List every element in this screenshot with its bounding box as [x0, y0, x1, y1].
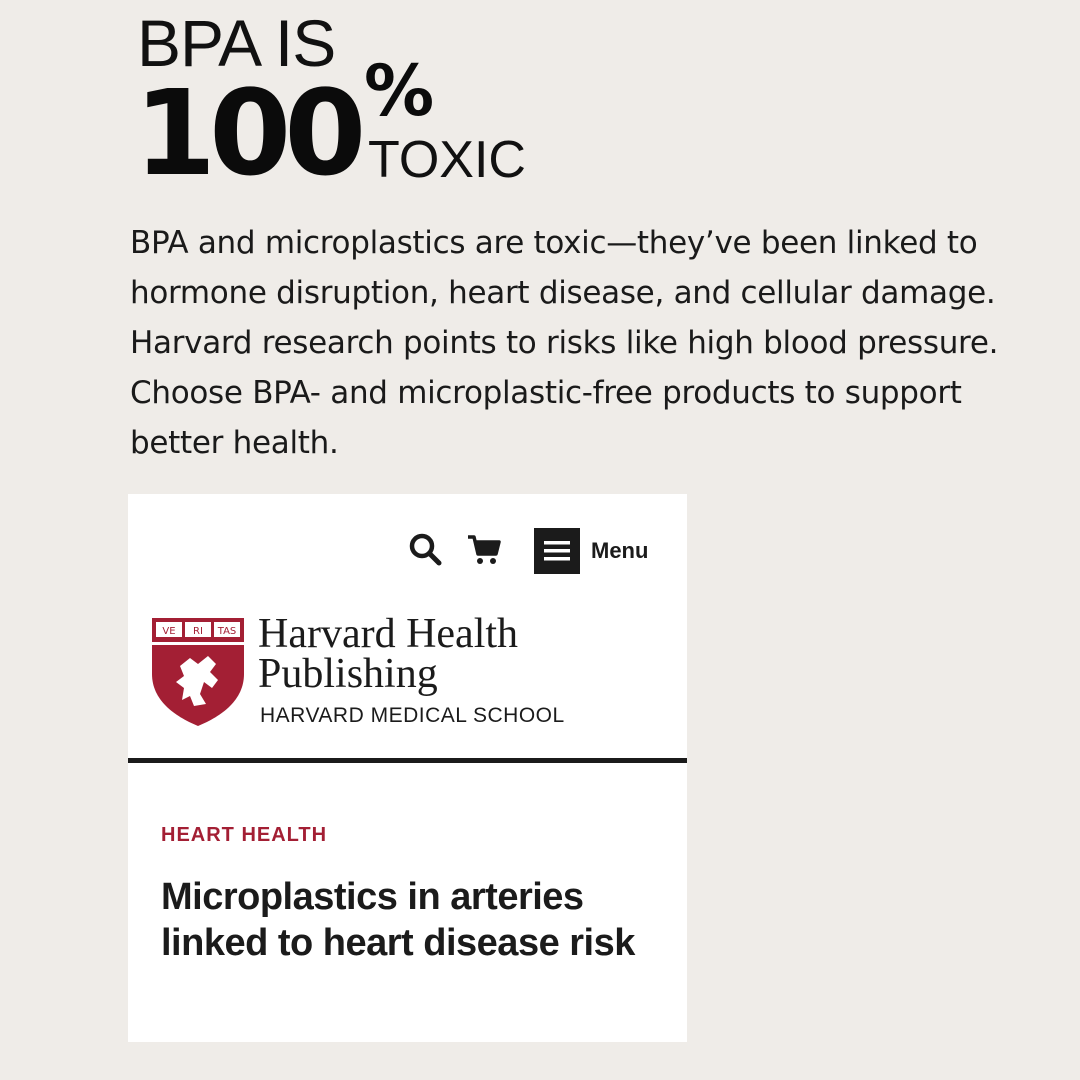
article-card: [128, 494, 687, 1042]
headline-word: TOXIC: [368, 131, 526, 189]
menu-label[interactable]: Menu: [591, 538, 649, 563]
hamburger-icon: [544, 540, 570, 562]
body-text: BPA and microplastics are toxic—they’ve been linked to hormone disruption, heart disease, and cellular damage. Harvard research points to risks like high blood pressure. Choose BPA- and microplastic-free products to support better health.: [130, 225, 999, 461]
shield-text-ve: VE: [162, 626, 176, 637]
headline-line1: BPA IS: [137, 6, 336, 80]
article-category[interactable]: HEART HEALTH: [161, 824, 328, 846]
article-title[interactable]: Microplastics in arteries linked to heart disease risk: [161, 876, 635, 964]
headline-percent: %: [364, 50, 435, 132]
cart-icon[interactable]: [466, 532, 502, 568]
shield-text-tas: TAS: [217, 626, 237, 637]
shield-text-ri: RI: [193, 626, 203, 637]
menu-button[interactable]: [534, 528, 580, 574]
publisher-title[interactable]: Harvard Health Publishing: [258, 611, 519, 697]
headline-number: 100: [134, 64, 360, 202]
search-icon[interactable]: [406, 530, 446, 570]
divider: [128, 758, 687, 763]
card-nav: [128, 494, 687, 604]
publisher-subtitle: HARVARD MEDICAL SCHOOL: [260, 704, 565, 727]
harvard-shield-logo[interactable]: [150, 616, 246, 728]
headline: [0, 0, 1080, 200]
